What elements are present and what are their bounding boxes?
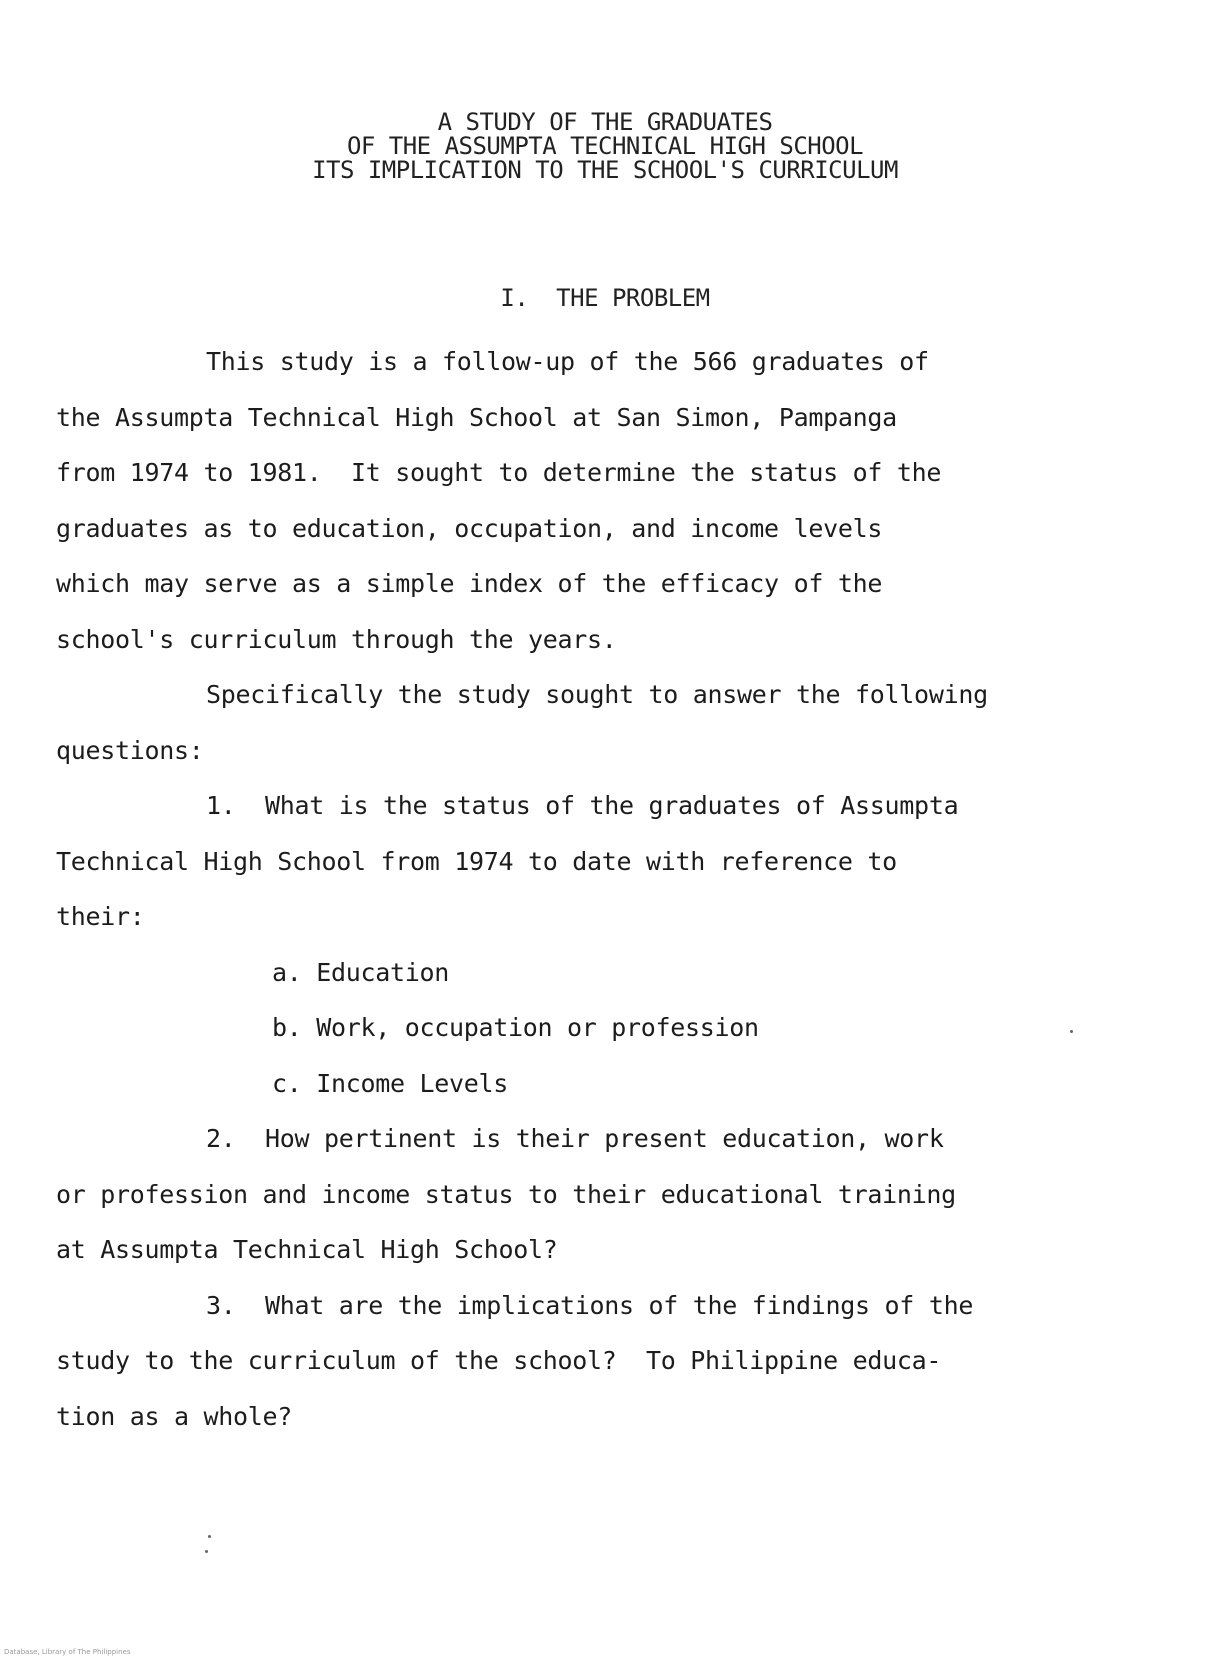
paragraph2-line: questions:	[56, 735, 204, 765]
paragraph1-line: graduates as to education, occupation, and income levels	[56, 513, 883, 543]
document-title	[0, 110, 1210, 182]
question3-line: tion as a whole?	[56, 1401, 293, 1431]
scan-speck	[205, 1550, 208, 1553]
paragraph1-line: This study is a follow-up of the 566 graduates of	[206, 347, 929, 376]
scan-speck	[208, 1535, 211, 1538]
question2-line: at Assumpta Technical High School?	[56, 1235, 558, 1264]
title-line-3: ITS IMPLICATION TO THE SCHOOL'S CURRICULUM	[312, 156, 898, 184]
paragraph2-line: Specifically the study sought to answer the following	[206, 680, 988, 709]
question1-line: 1. What is the status of the graduates of Assumpta	[206, 791, 959, 820]
paragraph1-line: from 1974 to 1981. It sought to determine the status of the	[56, 458, 942, 487]
title-line-2: OF THE ASSUMPTA TECHNICAL HIGH SCHOOL	[346, 132, 864, 160]
question1-item-income: c. Income Levels	[272, 1068, 509, 1098]
question1-item-education: a. Education	[272, 957, 450, 987]
question1-line: their:	[56, 902, 145, 931]
question2-line: or profession and income status to their educational training	[56, 1179, 956, 1209]
body-text	[56, 334, 1156, 1444]
title-line-1: A STUDY OF THE GRADUATES	[437, 108, 773, 136]
scan-speck	[1070, 1030, 1073, 1033]
paragraph1-line: the Assumpta Technical High School at San Simon, Pampanga	[56, 402, 897, 432]
question3-line: 3. What are the implications of the findings of the	[206, 1290, 974, 1320]
question1-item-work: b. Work, occupation or profession	[272, 1013, 759, 1042]
question3-line: study to the curriculum of the school? To Philippine educa-	[56, 1346, 942, 1375]
scan-footer: Database, Library of The Philippines	[4, 1648, 131, 1656]
paragraph1-line: which may serve as a simple index of the efficacy of the	[56, 569, 883, 598]
paragraph1-line: school's curriculum through the years.	[56, 624, 617, 654]
section-heading: I. THE PROBLEM	[500, 284, 710, 312]
question1-line: Technical High School from 1974 to date with reference to	[56, 846, 897, 876]
question2-line: 2. How pertinent is their present education, work	[206, 1124, 944, 1153]
